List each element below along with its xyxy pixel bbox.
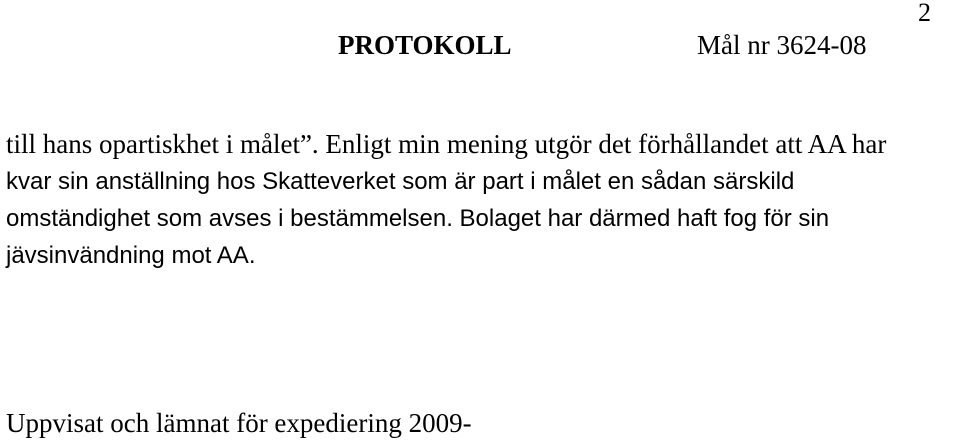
case-number: Mål nr 3624-08 [697,30,867,60]
expedition-note: Uppvisat och lämnat för expediering 2009- [6,408,472,438]
page-number: 2 [918,0,931,27]
paragraph-line: jävsinvändning mot AA. [6,242,256,269]
paragraph-line: kvar sin anställning hos Skatteverket som är part i målet en sådan särskild [6,168,795,195]
paragraph-line: omständighet som avses i bestämmelsen. Bolaget har därmed haft fog för sin [6,205,830,232]
body-paragraph [6,126,960,274]
paragraph-line: till hans opartiskhet i målet”. Enligt min mening utgör det förhållandet att AA har [6,129,887,159]
document-title: PROTOKOLL [338,30,512,60]
